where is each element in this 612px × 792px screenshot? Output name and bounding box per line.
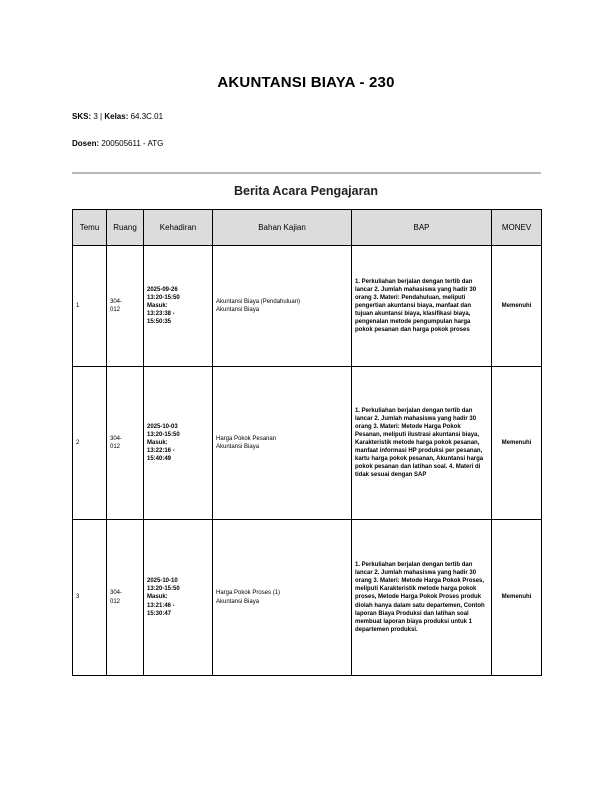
cell-kehadiran: 2025-10-10 13:20-15:50 Masuk: 13:21:46 - 15:30:47 <box>144 520 213 676</box>
cell-monev: Memenuhi <box>492 246 542 367</box>
course-title: AKUNTANSI BIAYA - 230 <box>217 74 395 91</box>
cell-temu: 1 <box>73 246 107 367</box>
table-header-row <box>73 210 542 246</box>
table-row <box>73 520 542 676</box>
header-bahan-kajian: Bahan Kajian <box>213 210 352 246</box>
header-monev: MONEV <box>492 210 542 246</box>
cell-bap: 1. Perkuliahan berjalan dengan tertib dan lancar 2. Jumlah mahasiswa yang hadir 30 orang 3. Materi: Metode Harga Pokok Pesanan, meliputi ilustrasi akuntansi biaya, Karakteristik metode harga pokok pesanan, manfaat informasi HP produksi per pesanan, kartu harga pokok pesanan, Akuntansi harga pokok pesanan dan latihan soal. 4. Materi di tidak sesuai dengan SAP <box>352 367 492 520</box>
cell-bap: 1. Perkuliahan berjalan dengan tertib dan lancar 2. Jumlah mahasiswa yang hadir 30 orang 3. Materi: Metode Harga Pokok Proses, meliputi Karakteristik metode harga pokok proses, Metode Harga Pokok Proses produk diolah hanya dalam satu departemen, Contoh laporan Biaya Produksi dan latihan soal membuat laporan biaya produksi untuk 1 departemen produksi. <box>352 520 492 676</box>
dosen-label: Dosen: <box>72 139 100 148</box>
header-kehadiran: Kehadiran <box>144 210 213 246</box>
kelas-value: 64.3C.01 <box>130 112 164 121</box>
cell-bahan-kajian: Harga Pokok Pesanan Akuntansi Biaya <box>213 367 352 520</box>
header-ruang: Ruang <box>107 210 144 246</box>
cell-monev: Memenuhi <box>492 367 542 520</box>
section-title: Berita Acara Pengajaran <box>233 184 379 198</box>
cell-ruang: 304- 012 <box>107 520 144 676</box>
bap-table <box>72 209 542 676</box>
cell-bahan-kajian: Harga Pokok Proses (1) Akuntansi Biaya <box>213 520 352 676</box>
table-row <box>73 246 542 367</box>
course-meta-sks-kelas <box>72 112 163 121</box>
cell-bap: 1. Perkuliahan berjalan dengan tertib dan lancar 2. Jumlah mahasiswa yang hadir 30 orang 3. Materi: Pendahuluan, meliputi pengertian akuntansi biaya, manfaat dan tujuan akuntansi biaya, klasifikasi biaya, pengenalan metode pengumpulan harga pokok pesanan dan harga pokok proses <box>352 246 492 367</box>
meta-separator: | <box>100 112 103 121</box>
divider-line <box>72 172 541 174</box>
cell-temu: 3 <box>73 520 107 676</box>
cell-kehadiran: 2025-10-03 13:20-15:50 Masuk: 13:22:16 - 15:40:49 <box>144 367 213 520</box>
cell-temu: 2 <box>73 367 107 520</box>
dosen-value: 200505611 - ATG <box>101 139 164 148</box>
cell-monev: Memenuhi <box>492 520 542 676</box>
cell-bahan-kajian: Akuntansi Biaya (Pendahuluan) Akuntansi Biaya <box>213 246 352 367</box>
sks-value: 3 <box>93 112 98 121</box>
cell-kehadiran: 2025-09-26 13:20-15:50 Masuk: 13:23:38 - 15:50:35 <box>144 246 213 367</box>
cell-ruang: 304- 012 <box>107 367 144 520</box>
course-meta-dosen <box>72 139 163 148</box>
header-temu: Temu <box>73 210 107 246</box>
cell-ruang: 304- 012 <box>107 246 144 367</box>
header-bap: BAP <box>352 210 492 246</box>
kelas-label: Kelas: <box>104 112 129 121</box>
table-row <box>73 367 542 520</box>
sks-label: SKS: <box>72 112 92 121</box>
